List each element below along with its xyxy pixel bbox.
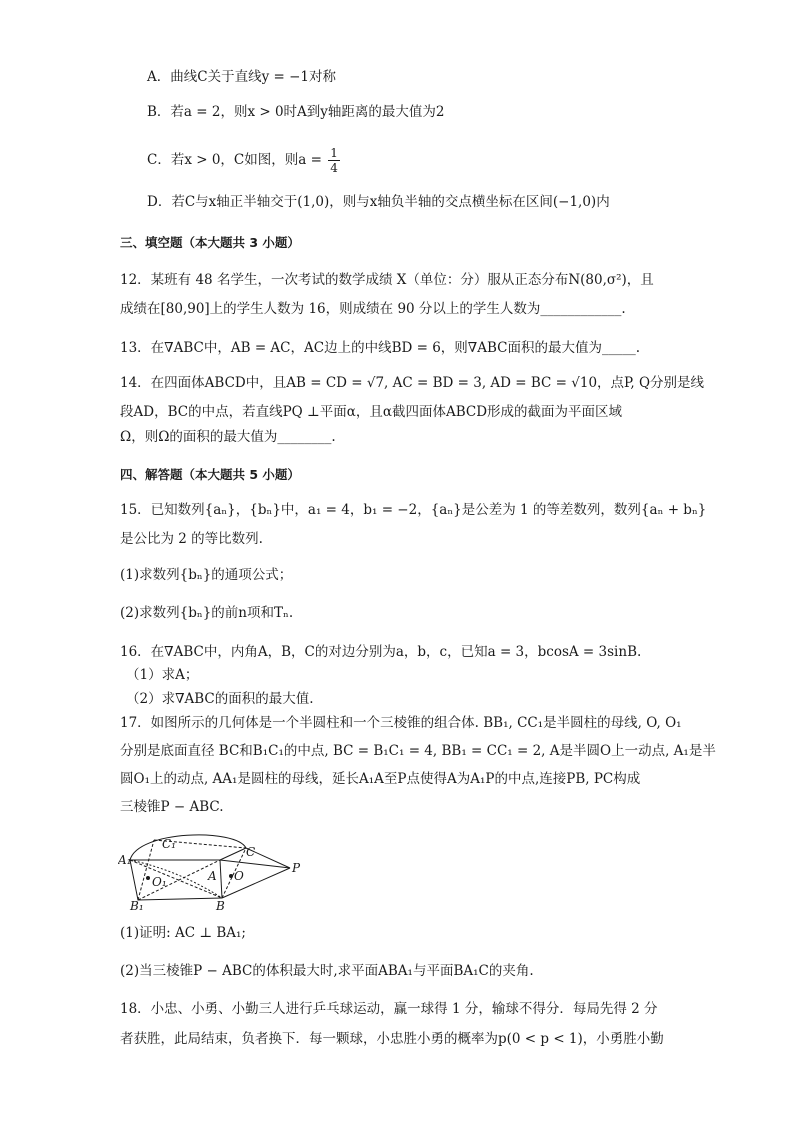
q15-line1: 15．已知数列{aₙ}，{bₙ}中，a₁ = 4，b₁ = −2，{aₙ}是公差为 1 的等差数列，数列{aₙ + bₙ} (120, 502, 707, 518)
q15-part1: (1)求数列{bₙ}的通项公式； (120, 567, 293, 583)
q14-line3: Ω，则Ω的面积的最大值为________. (120, 429, 336, 445)
option-c-fraction (328, 146, 340, 175)
q17-part2: (2)当三棱锥P − ABC的体积最大时,求平面ABA₁与平面BA₁C的夹角. (120, 963, 534, 979)
q17-line1: 17．如图所示的几何体是一个半圆柱和一个三棱锥的组合体. BB₁, CC₁是半圆柱的母线, O, O₁ (120, 715, 682, 731)
q14-line2: 段AD，BC的中点，若直线PQ ⊥平面α，且α截四面体ABCD形成的截面为平面区域 (120, 404, 623, 420)
q18-line2: 者获胜，此局结束，负者换下．每一颗球，小忠胜小勇的概率为p(0 < p < 1)，小勇胜小勤 (120, 1031, 664, 1047)
o-point (229, 874, 233, 878)
q12-line2: 成绩在[80,90]上的学生人数为 16，则成绩在 90 分以上的学生人数为____________. (120, 301, 626, 317)
fraction-numerator: 1 (330, 146, 338, 160)
q14-line1: 14．在四面体ABCD中，且AB = CD = √7, AC = BD = 3, AD = BC = √10，点P, Q分别是线 (120, 375, 705, 391)
b-p-line (222, 868, 290, 898)
c-a-line (220, 848, 246, 860)
a-p-line (220, 860, 290, 868)
q17-line3: 圆O₁上的动点, AA₁是圆柱的母线，延长A₁A至P点使得A为A₁P的中点,连接PB, PC构成 (120, 771, 641, 787)
option-a: A．曲线C关于直线y = −1对称 (147, 69, 336, 85)
o1-point (146, 876, 150, 880)
label-c1: C₁ (162, 837, 176, 851)
half-cylinder-pyramid-diagram (118, 830, 308, 910)
q17-part1: (1)证明: AC ⊥ BA₁; (120, 925, 246, 941)
label-p: P (292, 861, 301, 875)
label-a: A (208, 869, 217, 883)
q15-line2: 是公比为 2 的等比数列. (120, 531, 263, 547)
q13-line1: 13．在∇ABC中，AB = AC，AC边上的中线BD = 6，则∇ABC面积的最大值为_____. (120, 340, 641, 356)
label-b1: B₁ (130, 899, 144, 910)
q17-line4: 三棱锥P − ABC. (120, 799, 224, 815)
section-heading-fill-in: 三、填空题（本大题共 3 小题） (120, 235, 300, 250)
geometry-figure (118, 830, 308, 910)
q15-part2: (2)求数列{bₙ}的前n项和Tₙ. (120, 605, 294, 621)
option-b: B．若a = 2，则x > 0时A到y轴距离的最大值为2 (147, 104, 445, 120)
q18-line1: 18．小忠、小勇、小勤三人进行乒乓球运动，赢一球得 1 分，输球不得分．每局先得 2 分 (120, 1001, 658, 1017)
option-c (147, 146, 340, 175)
label-o1: O₁ (152, 875, 167, 889)
q12-line1: 12．某班有 48 名学生，一次考试的数学成绩 X（单位：分）服从正态分布N(80,σ²)，且 (120, 272, 654, 288)
q17-line2: 分别是底面直径 BC和B₁C₁的中点, BC = B₁C₁ = 4, BB₁ = CC₁ = 2, A是半圆O上一动点, A₁是半 (120, 743, 716, 759)
label-b: B (216, 899, 225, 910)
section-heading-solutions: 四、解答题（本大题共 5 小题） (120, 467, 300, 482)
a-b-line (220, 860, 222, 898)
label-a1: A₁ (118, 853, 132, 867)
label-o: O (234, 869, 244, 883)
q16-line1: 16．在∇ABC中，内角A，B，C的对边分别为a，b，c，已知a = 3，bcosA = 3sinB. (120, 644, 642, 660)
option-c-text: C．若x > 0，C如图，则a = (147, 152, 322, 168)
label-c: C (246, 845, 256, 859)
fraction-denominator: 4 (330, 161, 338, 175)
b1-c1-dashed (138, 840, 154, 900)
q16-part2: （2）求∇ABC的面积的最大值. (126, 691, 314, 707)
option-d: D．若C与x轴正半轴交于(1,0)，则与x轴负半轴的交点横坐标在区间(−1,0)内 (147, 194, 610, 210)
q16-part1: （1）求A； (126, 667, 199, 683)
